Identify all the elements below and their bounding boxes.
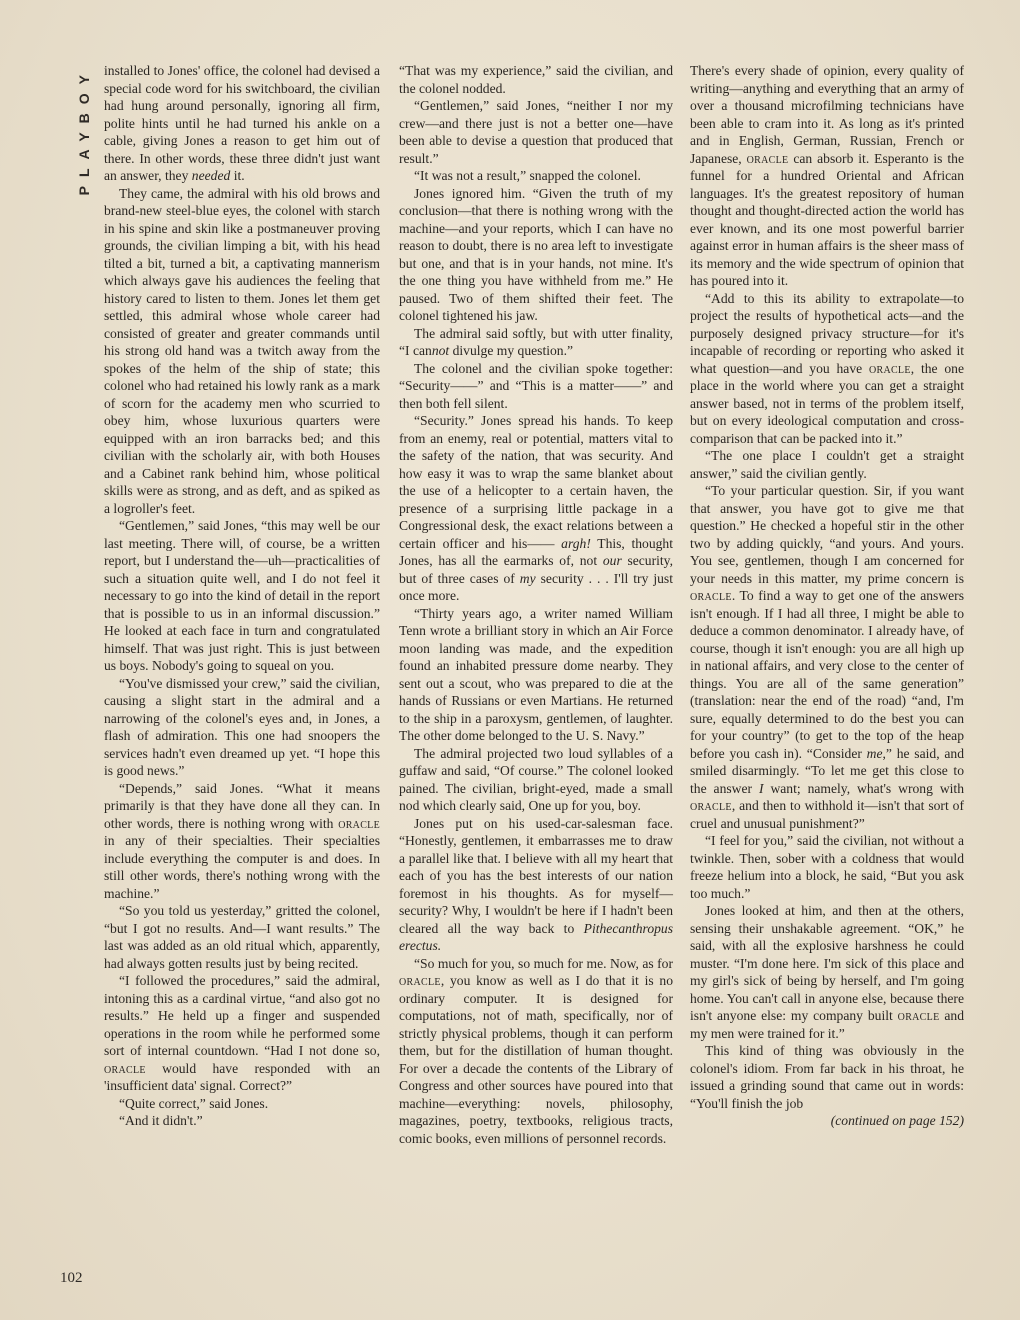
column-3: [690, 62, 964, 1130]
paragraph: “The one place I couldn't get a straight answer,” said the civilian gently.: [690, 448, 964, 481]
paragraph: “Gentlemen,” said Jones, “neither I nor my crew—and there just is not a better one—have been able to devise a question that produced that result.”: [399, 98, 673, 166]
paragraph: “It was not a result,” snapped the colonel.: [414, 168, 641, 183]
paragraph: “Gentlemen,” said Jones, “this may well be our last meeting. There will, of course, be a written report, but I understand the—uh—practicalities of such a situation quite well, and I do not feel it necessary to go into the kind of detail in the report that is possible to us in an informal discussion.” He looked at each face in turn and congratulated himself. That was just right. This is just between us boys. Nobody's going to squeal on you.: [104, 518, 380, 673]
continued-note: (continued on page 152): [830, 1113, 964, 1128]
paragraph: The colonel and the civilian spoke together: “Security——” and “This is a matter——” and then both fell silent.: [399, 360, 673, 411]
small-caps-text: oracle: [897, 1008, 940, 1023]
small-caps-text: oracle: [690, 798, 732, 813]
paragraph: “Security.” Jones spread his hands. To keep from an enemy, real or potential, matters vital to the safety of the nation, that was security. And how easy it was to wrap the same blanket about the use of a helicopter to a certain haven, the presence of a surprising little package in a Congressional desk, the exact relations between a certain officer and his—— argh! This, thought Jones, has all the earmarks of, not our security, but of three cases of my security . . . I'll try just once more.: [399, 413, 674, 603]
paragraph: “You've dismissed your crew,” said the civilian, causing a slight start in the admiral and a narrowing of the colonel's eyes and, in Jones, a flash of admiration. This one had snoopers the services hadn't even dreamed up yet. “I hope this is good news.”: [104, 675, 380, 778]
paragraph: This kind of thing was obviously in the colonel's idiom. From far back in his throat, he issued a grinding sound that came out in words: “You'll finish the job: [690, 1043, 964, 1111]
small-caps-text: oracle: [104, 1060, 146, 1076]
column-1: [104, 62, 380, 1130]
italic-text: Pithecanthropus erectus.: [399, 920, 673, 953]
paragraph: “And it didn't.”: [119, 1113, 203, 1128]
small-caps-text: oracle: [690, 588, 732, 603]
paragraph: “Depends,” said Jones. “What it means primarily is that they have done all they can. In other words, there is nothing wrong with oracle in any of their specialties. Their specialties include everything the computer is and does. In still other words, there's nothing wrong with the machine.”: [104, 780, 380, 901]
paragraph: installed to Jones' office, the colonel had devised a special code word for his switchboard, the civilian had hung around personally, ignoring all firm, polite hints until he had turned his ankle on a cable, giving Jones a reason to get him out of there. In other words, these three didn't just want an answer, they needed it.: [104, 63, 380, 183]
paragraph: “To your particular question. Sir, if you want that answer, you have got to give me that question.” He checked a hopeful stir in the other two by adding quickly, “and yours. And yours. You see, gentlemen, though I am concerned for your needs in this matter, my prime concern is oracle. To find a way to get one of the answers isn't enough. If I had all three, I might be able to deduce a common denominator. I already have, of course, though it isn't enough: you are all high up in national affairs, and very close to the center of things. You are all of the same generation” (translation: near the end of the road) “and, I'm sure, equally determined to do the best you can for your country” (to get to the top of the heap before you cash in). “Consider me,” he said, and smiled disarmingly. “To let me get this close to the answer I want; namely, what's wrong with oracle, and then to withhold it—isn't that sort of cruel and unusual punishment?”: [690, 483, 964, 831]
page-number: 102: [60, 1270, 83, 1286]
paragraph: “Quite correct,” said Jones.: [119, 1095, 269, 1111]
paragraph: “So much for you, so much for me. Now, as for oracle, you know as well as I do that it is no ordinary computer. It is designed for computations, not of math, specifically, nor of strictly physical problems, though it can perform them, but for the distillation of human thought. For over a decade the contents of the Library of Congress and other sources have poured into that machine—everything: novels, philosophy, magazines, poetry, textbooks, religious tracts, comic books, even millions of personnel records.: [399, 955, 673, 1146]
italic-text: my: [519, 570, 536, 586]
paragraph: “I feel for you,” said the civilian, not without a twinkle. Then, sober with a coldness that would freeze helium into a block, he said, “But you ask too much.”: [690, 833, 964, 901]
magazine-name: PLAYBOY: [76, 66, 92, 196]
italic-text: me: [866, 745, 883, 761]
paragraph: “That was my experience,” said the civilian, and the colonel nodded.: [399, 63, 673, 96]
small-caps-text: oracle: [868, 360, 911, 376]
paragraph: Jones looked at him, and then at the others, sensing their unshakable agreement. “OK,” he said, with all the explosive harshness he could muster. “I'm done here. I'm sick of this place and my girl's sick of being by herself, and I'm going home. You can't call in anyone else, because there isn't anyone else: my company built oracle and my men were trained for it.”: [690, 903, 964, 1041]
italic-text: our: [602, 553, 622, 568]
paragraph: “I followed the procedures,” said the admiral, intoning this as a cardinal virtue, “and also got no results.” He held up a finger and suspended operations in the room while he performed some sort of internal countdown. “Had I not done so, oracle would have responded with an 'insufficient data' signal. Correct?”: [104, 973, 380, 1093]
paragraph: There's every shade of opinion, every quality of writing—anything and everything that an army of over a thousand microfilming technicians have been able to cram into it. As long as it's printed and in English, German, Russian, French or Japanese, oracle can absorb it. Esperanto is the funnel for a hundred Oriental and African languages. It's the greatest repository of human thought and thought-directed action the world has ever known, and its one most powerful barrier against error in human affairs is the sheer mass of its memory and the wide spectrum of opinion that has poured into it.: [690, 63, 964, 288]
paragraph: The admiral projected two loud syllables of a guffaw and said, “Of course.” The colonel looked pained. The civilian, bright-eyed, made a small nod which clearly said, One up for you, boy.: [399, 745, 673, 813]
small-caps-text: oracle: [399, 973, 441, 988]
small-caps-text: oracle: [746, 150, 789, 166]
italic-text: I: [758, 780, 764, 796]
column-2: [399, 62, 673, 1147]
paragraph: The admiral said softly, but with utter finality, “I cannot divulge my question.”: [399, 325, 673, 358]
italic-text: not: [431, 343, 450, 358]
paragraph: They came, the admiral with his old brows and brand-new steel-blue eyes, the colonel with starch in his spine and skin like a postmaneuver proving grounds, the civilian limping a bit, with his head tilted a bit, turned a bit, a captivating mannerism which always gave his audiences the feeling that history cared to listen to them. Jones let them get settled, this admiral whose whole career had consisted of greater and greater commands until his strong old hand was a twitch away from the spokes of the helm of the ship of state; this colonel who had retained his lowly rank as a mark of scorn for the academy men who scurried to obey him, whose luxurious quarters were equipped with an iron barracks bed; and this civilian with the scholarly air, with both Houses and a Cabinet rank behind him, whose political skills were as strong, and as deft, and as spiked as a logroller's feet.: [104, 185, 380, 516]
italic-text: needed: [191, 168, 231, 183]
paragraph: Jones ignored him. “Given the truth of my conclusion—that there is nothing wrong with the machine—and your reports, which I can have no reason to doubt, there is no area left to investigate but one, and that is in your hands, not mine. It's the one thing you have withheld from me.” He paused. Two of them shifted their feet. The colonel tightened his jaw.: [399, 185, 673, 323]
small-caps-text: oracle: [338, 815, 380, 831]
paragraph: “Add to this its ability to extrapolate—to project the results of hypothetical acts—and the purposely designed privacy structure—for it's incapable of recording or reporting who asked it what question—and you have oracle, the one place in the world where you can get a straight answer based, not in terms of the problem itself, but on every ideological computation and cross-comparison that can be packed into it.”: [690, 290, 964, 446]
paragraph: “Thirty years ago, a writer named William Tenn wrote a brilliant story in which an Air Force moon landing was made, and the expedition found an inhabited pressure dome nearby. They sent out a scout, who was prepared to die at the hands of Russians or even Martians. He returned to the ship in a paroxysm, gentlemen, of laughter. The other dome belonged to the U. S. Navy.”: [399, 605, 673, 743]
italic-text: argh!: [561, 535, 591, 551]
paragraph: “So you told us yesterday,” gritted the colonel, “but I got no results. And—I want results.” The last was added as an old ritual which, apparently, had always gotten results just by being recited.: [104, 903, 380, 971]
paragraph: Jones put on his used-car-salesman face. “Honestly, gentlemen, it embarrasses me to draw a parallel like that. I believe with all my heart that each of you has the best interests of our nation foremost in his thoughts. As for myself—security? Why, I wouldn't be here if I hadn't been cleared all the way back to Pithecanthropus erectus.: [399, 815, 673, 953]
